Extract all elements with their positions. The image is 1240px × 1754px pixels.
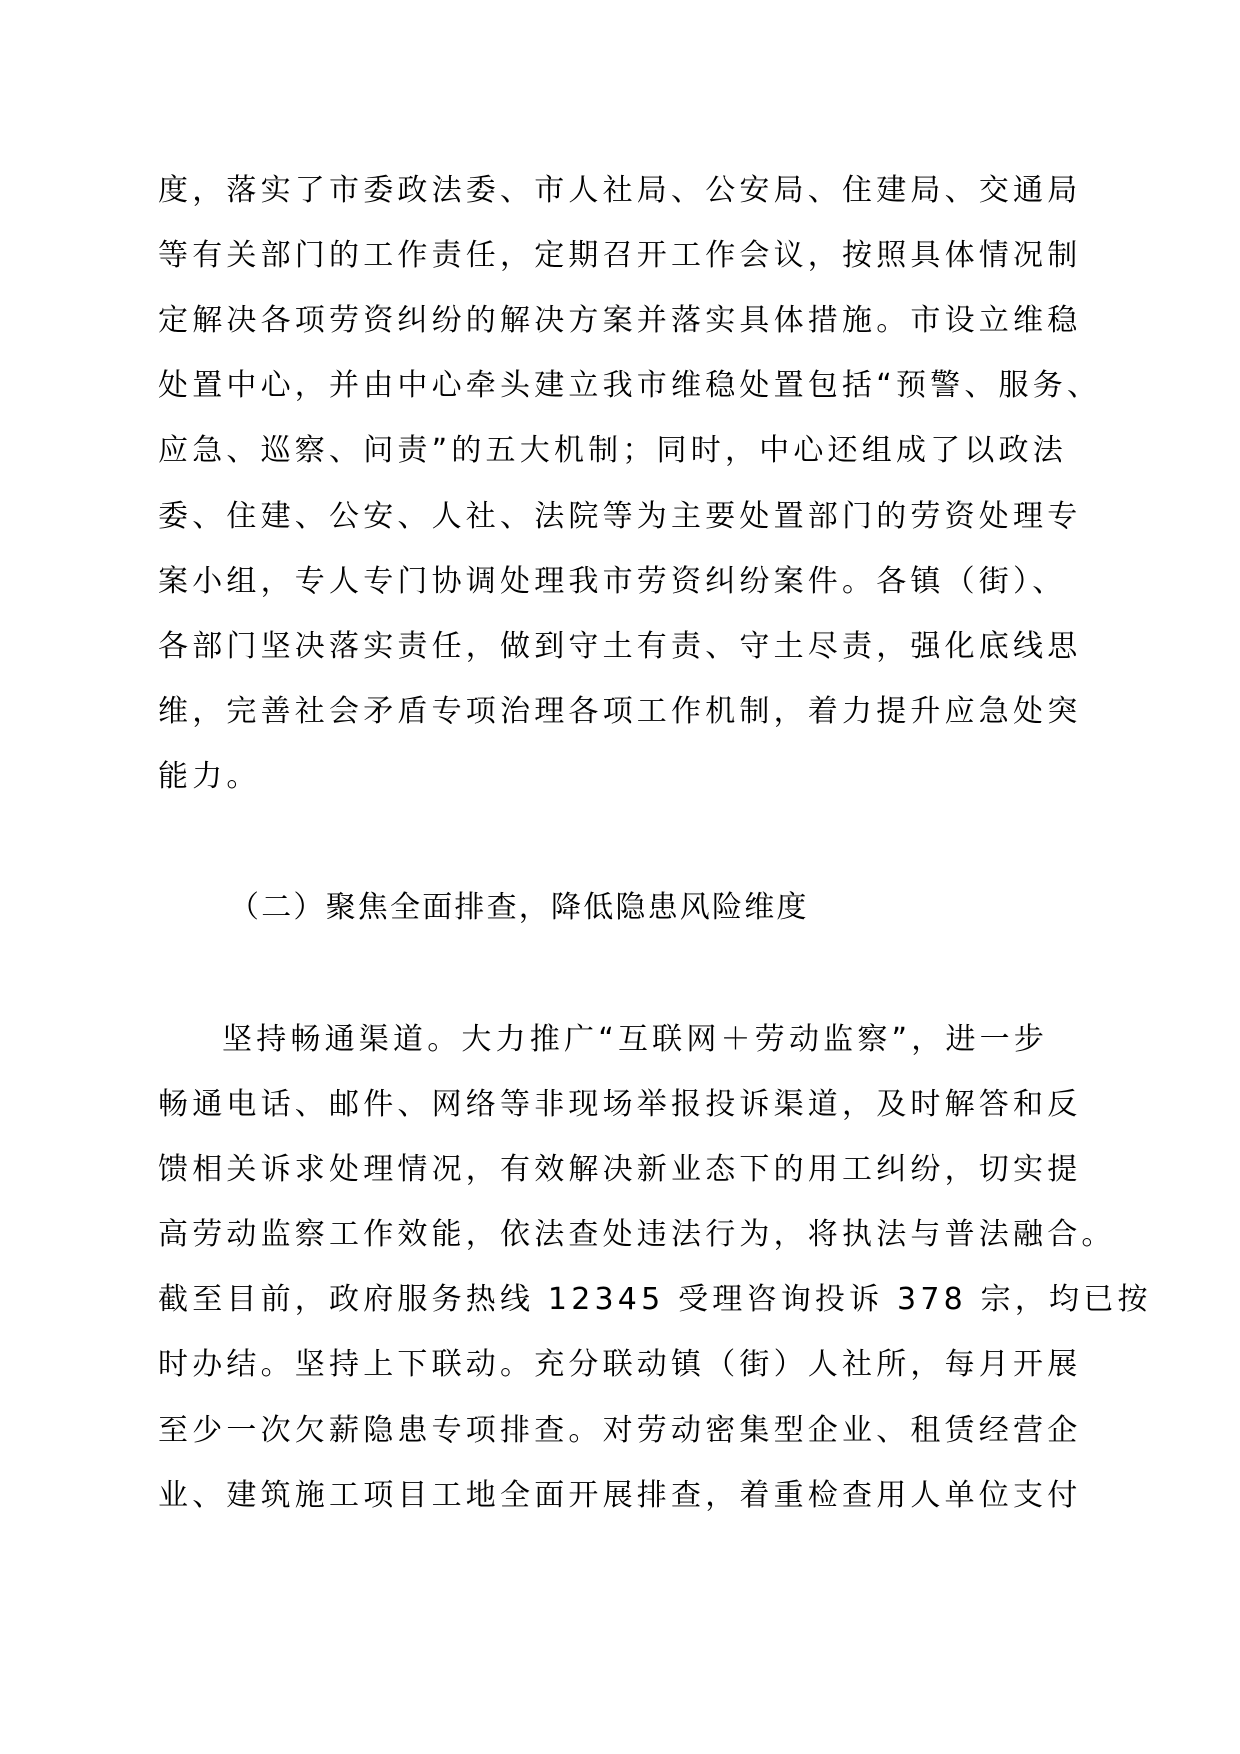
paragraph-line: 等有关部门的工作责任，定期召开工作会议，按照具体情况制 [158,238,1082,273]
paragraph-line: 各部门坚决落实责任，做到守土有责、守土尽责，强化底线思 [158,629,1082,664]
paragraph-line: 畅通电话、邮件、网络等非现场举报投诉渠道，及时解答和反 [158,1087,1082,1122]
section-heading: （二）聚焦全面排查，降低隐患风险维度 [229,890,809,925]
paragraph-line: 应急、巡察、问责”的五大机制；同时，中心还组成了以政法 [158,433,1067,468]
paragraph-line: 至少一次欠薪隐患专项排查。对劳动密集型企业、租赁经营企 [158,1413,1082,1448]
paragraph-line: 业、建筑施工项目工地全面开展排查，着重检查用人单位支付 [158,1478,1082,1513]
paragraph-line: 定解决各项劳资纠纷的解决方案并落实具体措施。市设立维稳 [158,303,1082,338]
paragraph-line: 度，落实了市委政法委、市人社局、公安局、住建局、交通局 [158,173,1082,208]
paragraph-line: 处置中心，并由中心牵头建立我市维稳处置包括“预警、服务、 [158,368,1102,403]
paragraph-line: 案小组，专人专门协调处理我市劳资纠纷案件。各镇（街）、 [158,564,1067,599]
paragraph-line: 截至目前，政府服务热线 12345 受理咨询投诉 378 宗，均已按 [158,1282,1152,1317]
paragraph-line: 维，完善社会矛盾专项治理各项工作机制，着力提升应急处突 [158,694,1082,729]
paragraph-line: 高劳动监察工作效能，依法查处违法行为，将执法与普法融合。 [158,1217,1116,1252]
paragraph-line: 时办结。坚持上下联动。充分联动镇（街）人社所，每月开展 [158,1347,1082,1382]
paragraph-line: 能力。 [158,759,261,794]
paragraph-line: 坚持畅通渠道。大力推广“互联网＋劳动监察”，进一步 [222,1022,1049,1057]
paragraph-line: 委、住建、公安、人社、法院等为主要处置部门的劳资处理专 [158,499,1082,534]
paragraph-line: 馈相关诉求处理情况，有效解决新业态下的用工纠纷，切实提 [158,1152,1082,1187]
